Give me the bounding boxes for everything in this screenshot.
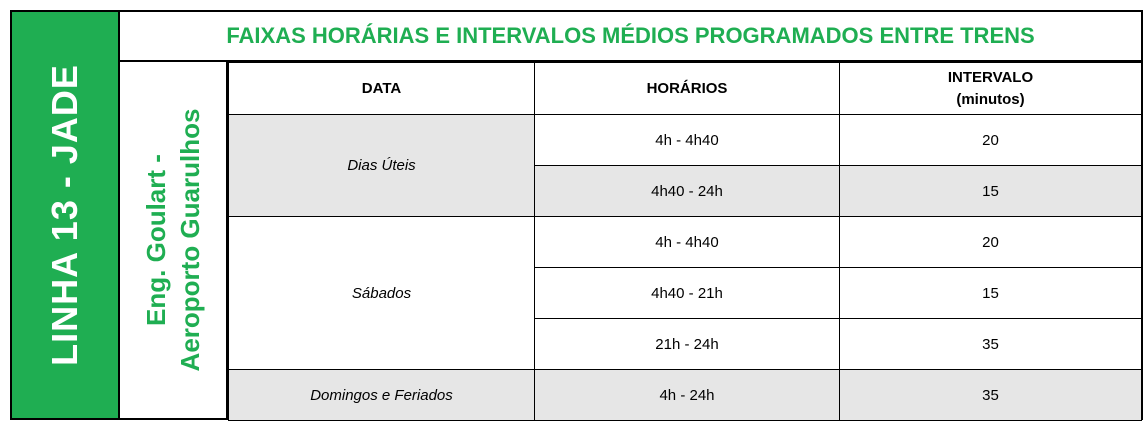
route-line1: Eng. Goulart - (141, 154, 171, 326)
time-cell: 4h40 - 24h (535, 166, 840, 217)
schedule-table (228, 62, 1142, 421)
line-band (12, 12, 120, 418)
route-line2: Aeroporto Guarulhos (175, 108, 205, 372)
interval-cell: 15 (840, 268, 1142, 319)
interval-cell: 15 (840, 166, 1142, 217)
schedule-table-container (10, 10, 1143, 420)
line-label: LINHA 13 - JADE (44, 64, 85, 366)
day-cell: Sábados (229, 217, 535, 370)
table-row (229, 115, 1142, 166)
interval-cell: 35 (840, 319, 1142, 370)
day-cell: Domingos e Feriados (229, 370, 535, 421)
table-row (229, 370, 1142, 421)
header-date: DATA (229, 63, 535, 115)
time-cell: 4h40 - 21h (535, 268, 840, 319)
table-title: FAIXAS HORÁRIAS E INTERVALOS MÉDIOS PROGRAMADOS ENTRE TRENS (120, 12, 1141, 62)
time-cell: 4h - 24h (535, 370, 840, 421)
header-interval (840, 63, 1142, 115)
header-times: HORÁRIOS (535, 63, 840, 115)
route-band (120, 62, 228, 418)
day-cell: Dias Úteis (229, 115, 535, 217)
table-header-row (229, 63, 1142, 115)
table-row (229, 217, 1142, 268)
interval-cell: 20 (840, 217, 1142, 268)
interval-cell: 20 (840, 115, 1142, 166)
route-label (139, 109, 207, 372)
time-cell: 21h - 24h (535, 319, 840, 370)
interval-cell: 35 (840, 370, 1142, 421)
time-cell: 4h - 4h40 (535, 115, 840, 166)
time-cell: 4h - 4h40 (535, 217, 840, 268)
header-interval-title: INTERVALO (947, 68, 1034, 86)
header-interval-unit: (minutos) (956, 90, 1025, 108)
